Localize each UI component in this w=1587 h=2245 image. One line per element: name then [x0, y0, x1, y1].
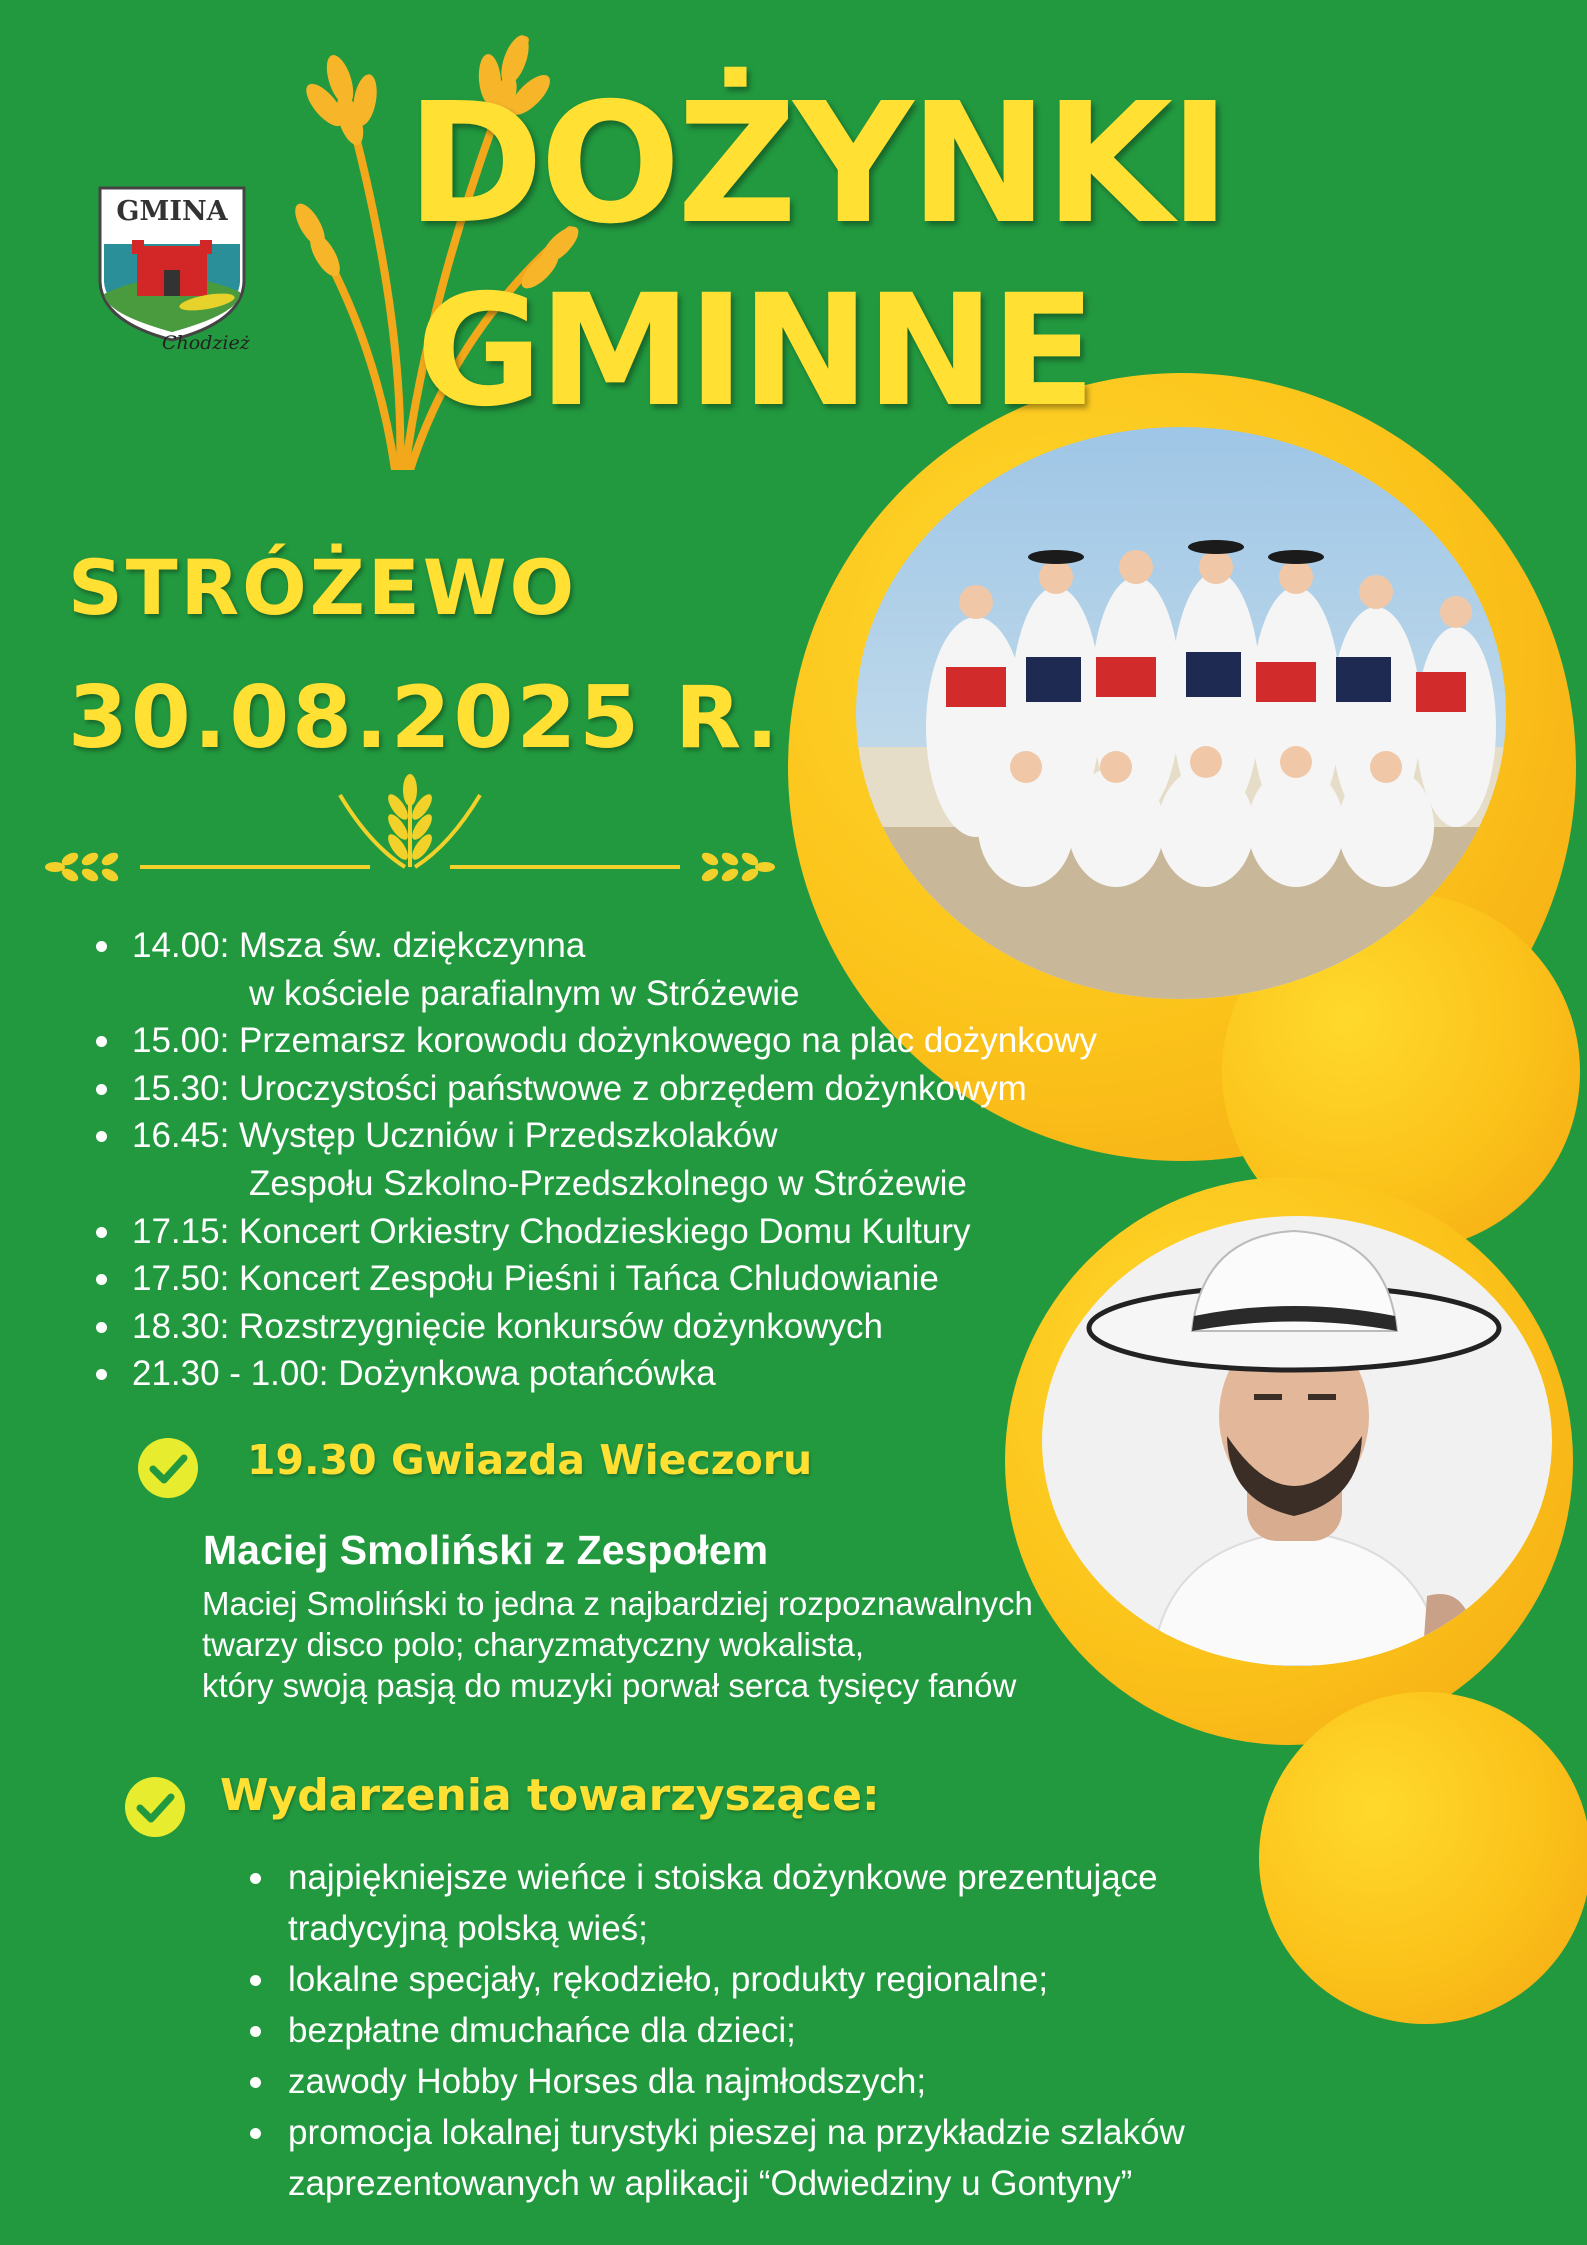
schedule-text: Msza św. dziękczynna [239, 926, 586, 965]
checkmark-icon [125, 1777, 185, 1837]
title-line-1: DOŻYNKI [406, 68, 1227, 261]
logo-label: GMINA [116, 196, 228, 227]
schedule-time: 21.30 - 1.00: [132, 1354, 329, 1394]
folk-group-photo [856, 427, 1506, 999]
schedule-text: Występ Uczniów i Przedszkolaków [239, 1116, 778, 1156]
schedule-time: 15.00: [132, 1021, 230, 1061]
schedule-time: 18.30: [132, 1306, 230, 1346]
star-description [202, 1583, 1033, 1706]
logo-city: Chodzież [162, 332, 250, 354]
star-heading: 19.30 Gwiazda Wieczoru [247, 1436, 813, 1484]
checkmark-icon [138, 1438, 198, 1498]
event-text: najpiękniejsze wieńce i stoiska dożynkowe prezentujące [288, 1858, 1158, 1897]
schedule-text-continued: w kościele parafialnym w Stróżewie [249, 973, 800, 1013]
schedule-text: Uroczystości państwowe z obrzędem dożynkowym [239, 1068, 1027, 1108]
schedule-item [96, 1112, 1097, 1207]
star-description-line: Maciej Smoliński to jedna z najbardziej rozpoznawalnych [202, 1585, 1033, 1622]
singer-portrait-photo [1042, 1216, 1552, 1666]
decor-circle-bottom [1259, 1692, 1587, 2024]
schedule-text: Koncert Orkiestry Chodzieskiego Domu Kultury [239, 1211, 971, 1251]
event-item [250, 2056, 1185, 2107]
wheat-divider-ornament [40, 765, 790, 885]
star-description-line: który swoją pasją do muzyki porwał serca tysięcy fanów [202, 1667, 1017, 1704]
event-text: bezpłatne dmuchańce dla dzieci; [288, 2011, 796, 2050]
schedule-text-continued: Zespołu Szkolno-Przedszkolnego w Stróżewie [249, 1163, 967, 1203]
event-item [250, 1852, 1185, 1954]
gmina-logo [92, 182, 252, 357]
schedule-item [96, 1255, 1097, 1303]
event-place: STRÓŻEWO [68, 543, 578, 632]
star-name: Maciej Smoliński z Zespołem [203, 1527, 769, 1573]
event-text: promocja lokalnej turystyki pieszej na przykładzie szlaków [288, 2113, 1185, 2152]
title-line-2: GMINNE [416, 262, 1092, 441]
schedule-list [96, 922, 1097, 1398]
schedule-time: 17.50: [132, 1259, 230, 1299]
event-text: lokalne specjały, rękodzieło, produkty regionalne; [288, 1960, 1049, 1999]
events-heading: Wydarzenia towarzyszące: [220, 1770, 880, 1821]
schedule-time: 14.00: [132, 926, 230, 965]
schedule-time: 17.15: [132, 1211, 230, 1251]
event-item [250, 2005, 1185, 2056]
event-text-continued: tradycyjną polską wieś; [288, 1909, 648, 1948]
schedule-item [96, 922, 1097, 1017]
event-text: zawody Hobby Horses dla najmłodszych; [288, 2062, 927, 2101]
schedule-text: Rozstrzygnięcie konkursów dożynkowych [239, 1306, 883, 1346]
schedule-text: Przemarsz korowodu dożynkowego na plac dożynkowy [239, 1021, 1097, 1061]
schedule-text: Koncert Zespołu Pieśni i Tańca Chludowianie [239, 1259, 939, 1299]
schedule-item [96, 1065, 1097, 1113]
schedule-text: Dożynkowa potańcówka [338, 1354, 716, 1394]
event-item [250, 1954, 1185, 2005]
event-text-continued: zaprezentowanych w aplikacji “Odwiedziny u Gontyny” [288, 2164, 1133, 2203]
schedule-time: 15.30: [132, 1068, 230, 1108]
schedule-item [96, 1017, 1097, 1065]
event-date: 30.08.2025 R. [68, 668, 782, 768]
star-description-line: twarzy disco polo; charyzmatyczny wokalista, [202, 1626, 865, 1663]
schedule-item [96, 1350, 1097, 1398]
schedule-time: 16.45: [132, 1116, 230, 1156]
schedule-item [96, 1208, 1097, 1256]
event-item [250, 2107, 1185, 2209]
schedule-item [96, 1303, 1097, 1351]
events-list [250, 1852, 1185, 2209]
